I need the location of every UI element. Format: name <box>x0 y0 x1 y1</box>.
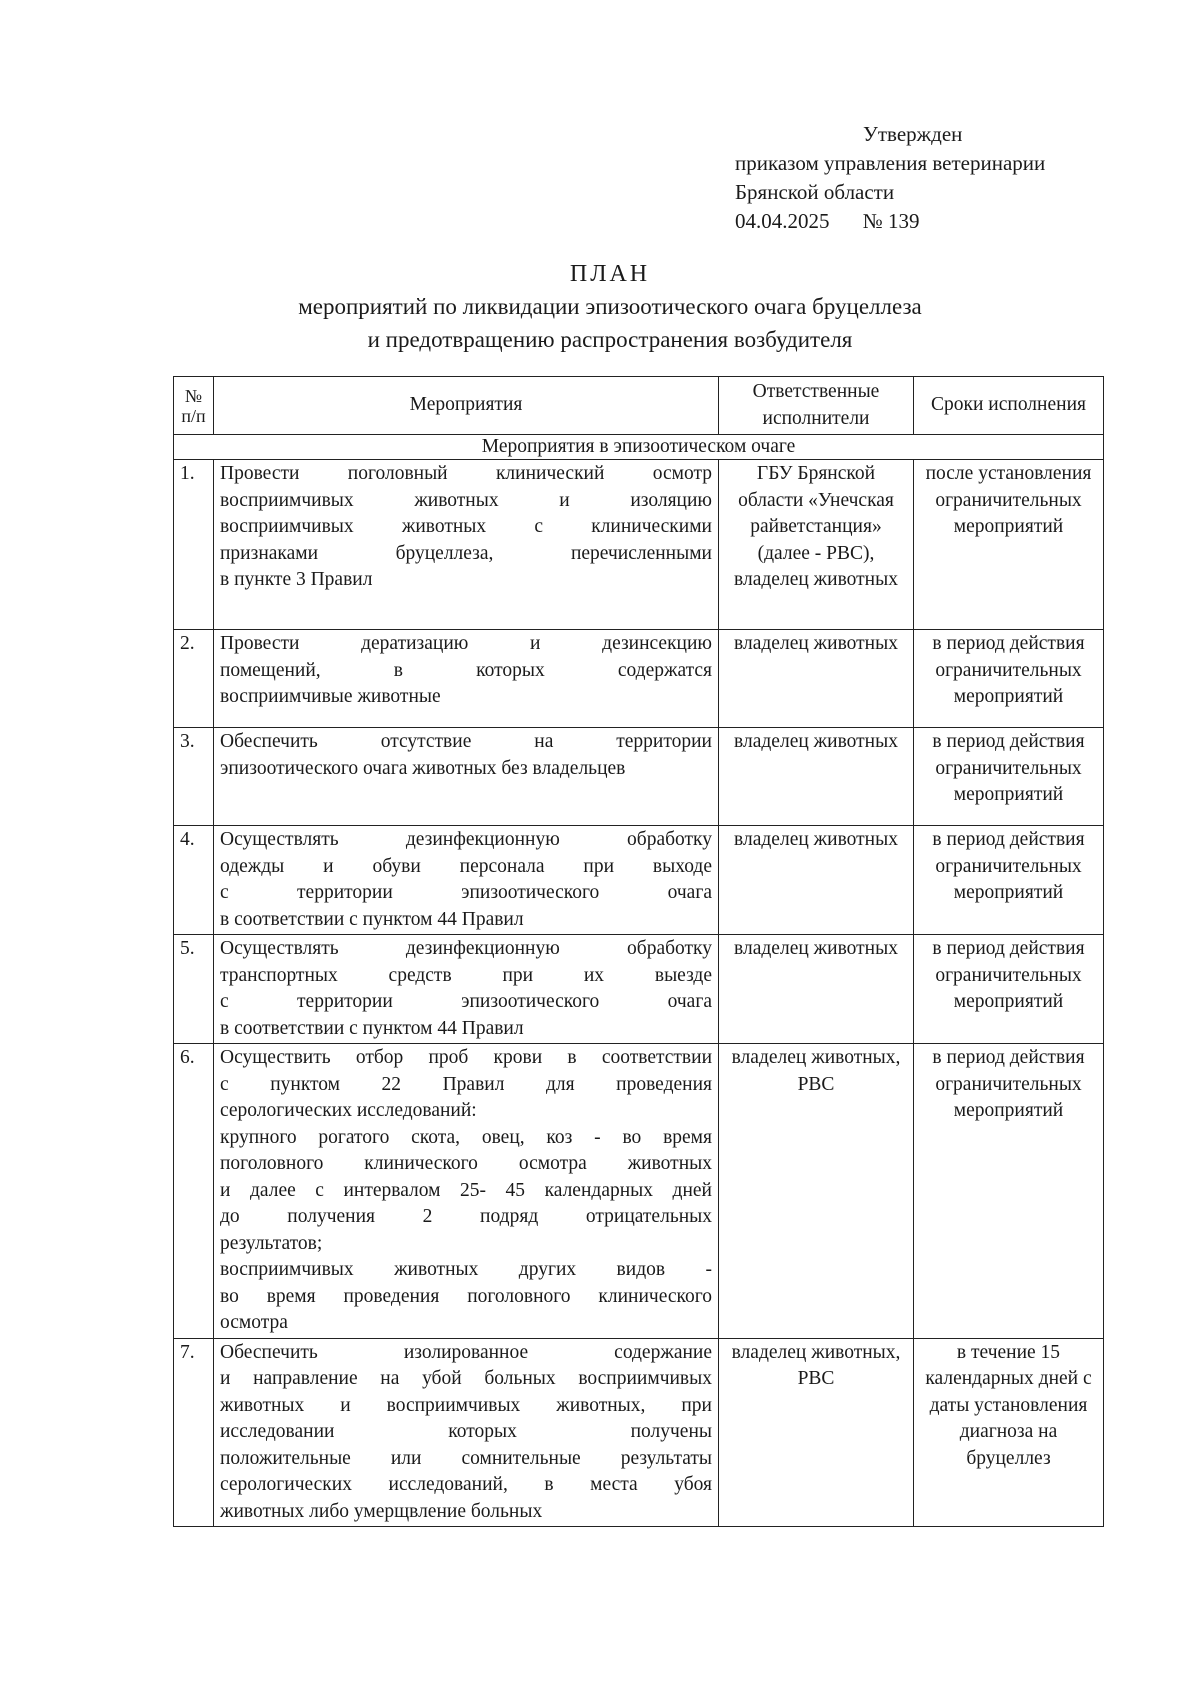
table-row <box>174 728 1104 826</box>
row-deadline: после установления ограничительных мероприятий <box>914 460 1104 630</box>
row-responsible: ГБУ Брянской области «Унечская райветстанция» (далее - РВС), владелец животных <box>719 460 914 630</box>
approval-stamp <box>735 120 1045 236</box>
measure-line: поголовного клинического осмотра животных <box>220 1153 712 1174</box>
measure-line: и далее с интервалом 25- 45 календарных дней <box>220 1179 712 1201</box>
measure-line: восприимчивые животные <box>220 686 441 707</box>
document-title <box>170 258 1050 356</box>
row-number: 5. <box>174 935 214 1044</box>
measure-line: транспортных средств при их выезде <box>220 964 712 986</box>
row-deadline: в течение 15 календарных дней с даты установления диагноза на бруцеллез <box>914 1338 1104 1527</box>
measure-line: восприимчивых животных других видов - <box>220 1259 712 1280</box>
row-measure <box>214 1338 719 1527</box>
row-deadline: в период действия ограничительных мероприятий <box>914 728 1104 826</box>
measure-line: признаками бруцеллеза, перечисленными <box>220 542 712 564</box>
row-measure <box>214 935 719 1044</box>
table-header-row <box>174 377 1104 435</box>
row-measure <box>214 630 719 728</box>
measure-line: Провести поголовный клинический осмотр <box>220 463 712 484</box>
section-title: Мероприятия в эпизоотическом очаге <box>174 435 1104 460</box>
measure-line: Обеспечить отсутствие на территории <box>220 731 712 752</box>
measure-line: до получения 2 подряд отрицательных <box>220 1206 712 1227</box>
measure-line: во время проведения поголовного клинического <box>220 1285 712 1307</box>
table-row <box>174 460 1104 630</box>
measure-line: животных и восприимчивых животных, при <box>220 1394 712 1416</box>
row-number: 4. <box>174 826 214 935</box>
measure-line: одежды и обуви персонала при выходе <box>220 855 712 877</box>
measure-line: Осуществить отбор проб крови в соответствии <box>220 1047 712 1068</box>
measure-line: с территории эпизоотического очага <box>220 991 712 1012</box>
approval-date-number <box>735 207 1045 236</box>
measures-table <box>173 376 1104 1527</box>
measure-line: в соответствии с пунктом 44 Правил <box>220 908 524 930</box>
row-measure <box>214 1044 719 1339</box>
plan-subtitle-2: и предотвращению распространения возбудителя <box>367 327 853 352</box>
row-number: 3. <box>174 728 214 826</box>
measure-line: животных либо умерщвление больных <box>220 1500 543 1522</box>
measure-line: положительные или сомнительные результаты <box>220 1447 712 1469</box>
measure-line: исследовании которых получены <box>220 1421 712 1442</box>
approval-number: № 139 <box>862 209 920 233</box>
row-number: 6. <box>174 1044 214 1339</box>
measure-line: Осуществлять дезинфекционную обработку <box>220 829 712 850</box>
row-number: 1. <box>174 460 214 630</box>
measure-line: серологических исследований, в места убоя <box>220 1474 712 1495</box>
approval-order: приказом управления ветеринарии <box>735 151 1046 175</box>
row-responsible: владелец животных <box>719 728 914 826</box>
header-measure: Мероприятия <box>214 377 719 435</box>
measure-line: Обеспечить изолированное содержание <box>220 1341 712 1363</box>
measure-line: эпизоотического очага животных без владельцев <box>220 757 626 779</box>
section-row <box>174 435 1104 460</box>
table-row <box>174 826 1104 935</box>
measure-line: с территории эпизоотического очага <box>220 882 712 903</box>
measure-line: в соответствии с пунктом 44 Правил <box>220 1017 524 1039</box>
table-row <box>174 1338 1104 1527</box>
measure-line: и направление на убой больных восприимчивых <box>220 1368 712 1389</box>
measure-line: восприимчивых животных с клиническими <box>220 516 712 537</box>
measure-line: Осуществлять дезинфекционную обработку <box>220 938 712 959</box>
measure-line: в пункте 3 Правил <box>220 569 373 590</box>
header-responsible: Ответственные исполнители <box>719 377 914 435</box>
measure-line: крупного рогатого скота, овец, коз - во время <box>220 1126 712 1148</box>
row-responsible: владелец животных, РВС <box>719 1338 914 1527</box>
header-deadline: Сроки исполнения <box>914 377 1104 435</box>
approval-region: Брянской области <box>735 180 895 204</box>
measure-line: результатов; <box>220 1232 323 1254</box>
row-measure <box>214 460 719 630</box>
approval-title: Утвержден <box>863 122 963 146</box>
plan-subtitle-1: мероприятий по ликвидации эпизоотического очага бруцеллеза <box>298 294 922 319</box>
row-deadline: в период действия ограничительных мероприятий <box>914 826 1104 935</box>
row-deadline: в период действия ограничительных мероприятий <box>914 630 1104 728</box>
measure-line: Провести дератизацию и дезинсекцию <box>220 633 712 654</box>
row-responsible: владелец животных <box>719 935 914 1044</box>
approval-date: 04.04.2025 <box>735 209 830 233</box>
row-responsible: владелец животных, РВС <box>719 1044 914 1339</box>
measure-line: серологических исследований: <box>220 1100 477 1121</box>
row-number: 7. <box>174 1338 214 1527</box>
measure-line: с пунктом 22 Правил для проведения <box>220 1073 712 1095</box>
table-row <box>174 1044 1104 1339</box>
header-num: № п/п <box>174 377 214 435</box>
row-deadline: в период действия ограничительных мероприятий <box>914 1044 1104 1339</box>
table-row <box>174 935 1104 1044</box>
row-measure <box>214 728 719 826</box>
row-measure <box>214 826 719 935</box>
row-responsible: владелец животных <box>719 630 914 728</box>
measure-line: восприимчивых животных и изоляцию <box>220 489 712 511</box>
row-deadline: в период действия ограничительных мероприятий <box>914 935 1104 1044</box>
row-number: 2. <box>174 630 214 728</box>
measure-line: помещений, в которых содержатся <box>220 659 712 681</box>
plan-heading: ПЛАН <box>569 261 651 287</box>
table-row <box>174 630 1104 728</box>
measure-line: осмотра <box>220 1312 288 1333</box>
row-responsible: владелец животных <box>719 826 914 935</box>
